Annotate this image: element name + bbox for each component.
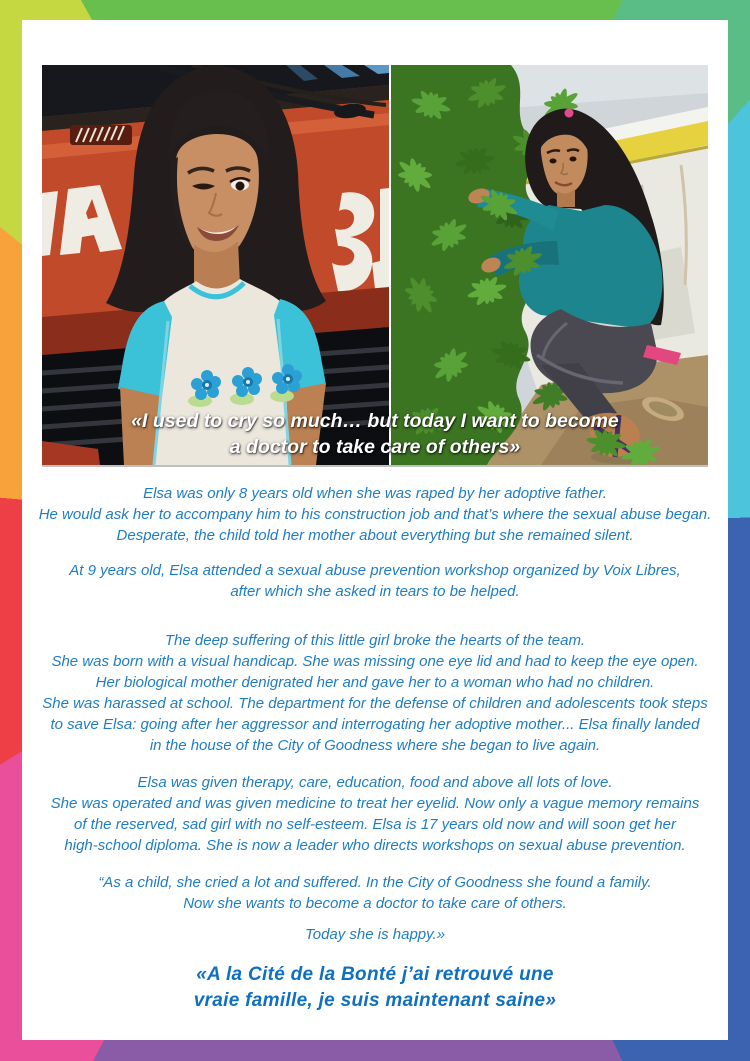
story-paragraph-6: Today she is happy.» <box>304 926 446 943</box>
photo-quote-overlay: «I used to cry so much… but today I want to become a doctor to take care of others» <box>131 410 619 458</box>
story-paragraph-5: “As a child, she cried a lot and suffered. In the City of Goodness she found a family. Now she wants to become a doctor to take care of others. <box>98 874 652 912</box>
content-panel <box>22 20 728 1040</box>
flower-print <box>188 364 302 407</box>
photo-girl-firetruck <box>42 65 389 465</box>
story-paragraph-4: Elsa was given therapy, care, education, food and above all lots of love. She was operated and was given medicine to treat her eyelid. Now only a vague memory remains of the reserved, sad girl with no self-esteem. Elsa is 17 years old now and will soon get her high-school diploma. She is now a leader who directs workshops on sexual abuse prevention. <box>50 774 700 854</box>
story-paragraph-2: At 9 years old, Elsa attended a sexual abuse prevention workshop organized by Voix Libres, after which she asked in tears to be helped. <box>69 562 681 600</box>
pink-hairclip <box>565 109 574 118</box>
truck-vent-grille <box>70 125 132 145</box>
story-paragraph-1: Elsa was only 8 years old when she was raped by her adoptive father. He would ask her to accompany him to his construction job and that’s where the sexual abuse began. Desperate, the child told her mother about everything but she remained silent. <box>38 485 712 544</box>
french-quote: «A la Cité de la Bonté j’ai retrouvé une vraie famille, je suis maintenant saine» <box>193 964 557 1011</box>
truck-lettering-right <box>332 188 389 297</box>
story-paragraph-3: The deep suffering of this little girl broke the hearts of the team. She was born with a visual handicap. She was missing one eye lid and had to keep the eye open. Her biological mother denigrated her and gave her to a woman who had no children. She was harassed at school. The department for the defense of children and adolescents took steps to save Elsa: going after her aggressor and interrogating her adoptive mother... Elsa finally landed in the house of the City of Goodness where she began to live again. <box>42 632 708 754</box>
photo-strip <box>42 65 708 465</box>
photo-girl-plants <box>391 65 708 465</box>
story-text <box>22 483 728 1014</box>
